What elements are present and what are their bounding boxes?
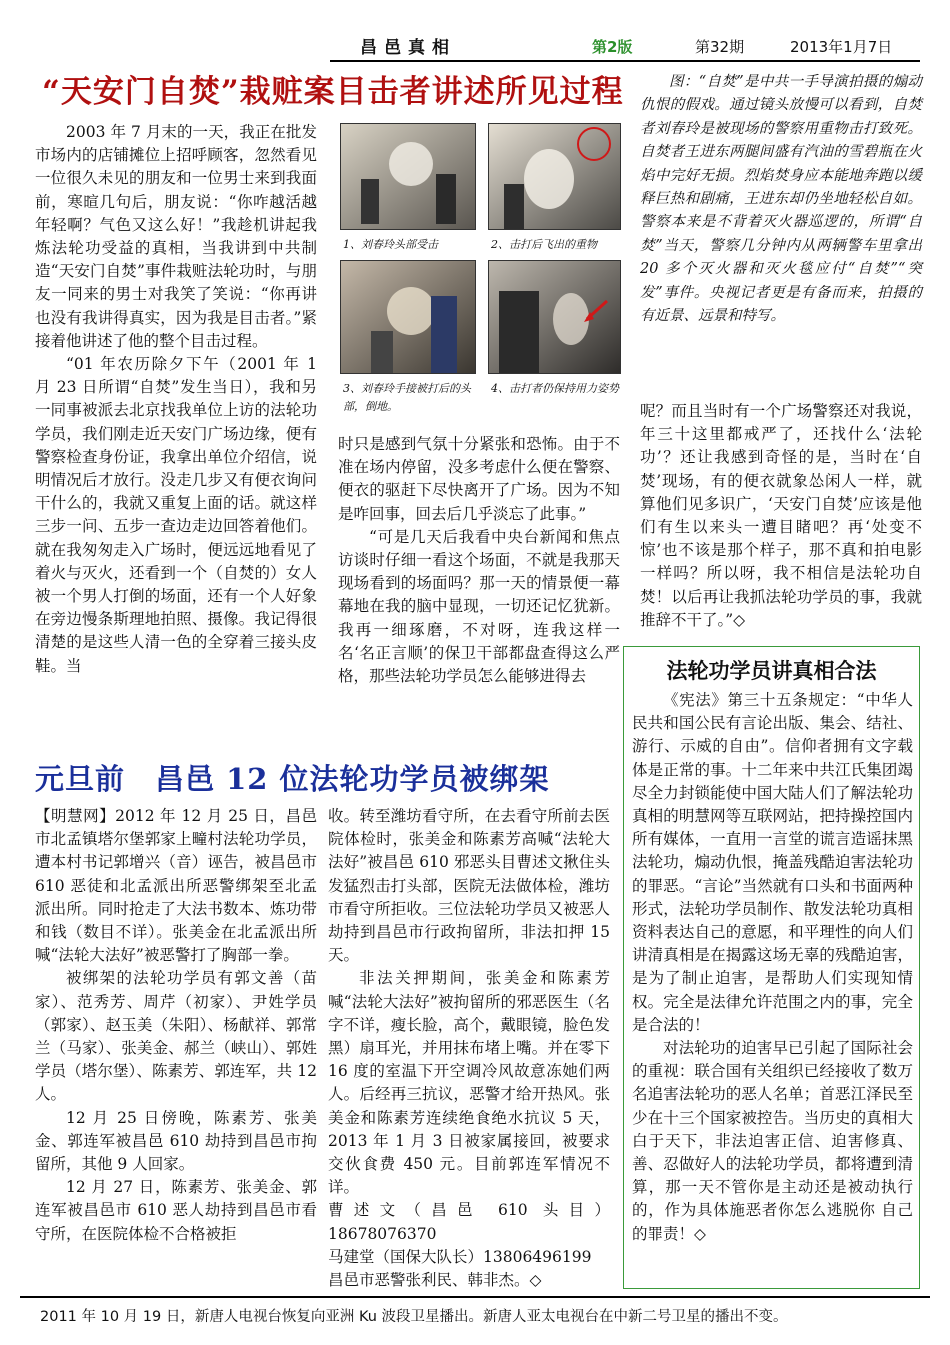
article2-paragraph: 非法关押期间，张美金和陈素芳喊“法轮大法好”被拘留所的邪恶医生（名字不详，瘦长脸，高个，戴眼镜，脸色发黑）扇耳光，并用抹布堵上嘴。并在零下 16 度的室温下开空调冷风故意冻她们两人。后经再三抗议，恶警才给开热风。张美金和陈素芳连续绝食绝水抗议 5 天，2013 年 1 月 3 日被家属接回，被要求交伙食费 450 元。目前郭连军情况不详。 (328, 969, 610, 1197)
article1-paragraph: “01 年农历除夕下午（2001 年 1 月 23 日所谓“自焚”发生当日），我和另一同事被派去北京找我单位上访的法轮功学员，我们刚走近天安门广场边缘，便有警察检查身份证，我拿出单位介绍信，说明情况后才放行。没走几步又有便衣询问干什么的，我就又重复上面的话。就这样三步一问、五步一查边走边回答着他们。就在我匆匆走入广场时，便远远地看见了着火与灭火，还看到一个（自焚的）女人被一个男人打倒的场面，还有一个人好象在旁边慢条斯理地拍照、摄像。我记得很清楚的是这些人清一色的全穿着三接头皮鞋。当 (35, 355, 317, 675)
photo-4 (488, 260, 621, 374)
photo-explanation (640, 71, 922, 328)
photo-2 (488, 123, 621, 230)
contact-line: 曹述文（昌邑 610 头目）18678076370 (328, 1201, 610, 1243)
sidebar-box (623, 646, 920, 1289)
article2-paragraph: 12 月 25 日傍晚，陈素芳、张美金、郭连军被昌邑 610 劫持到昌邑市拘留所，其他 9 人回家。 (35, 1108, 317, 1174)
article2-paragraph: 被绑架的法轮功学员有郭文善（苗家）、范秀芳、周芹（初家）、尹姓学员（郭家）、赵玉美（朱阳）、杨献祥、郭常兰（马家）、张美金、郝兰（峡山）、郭姓学员（塔尔堡）、陈素芳、郭连军，共 12 人。 (35, 969, 317, 1104)
contact-line: 马建堂（国保大队长）13806496199 (328, 1247, 592, 1266)
article1-column-3 (640, 400, 922, 645)
sidebar-paragraph: 《宪法》第三十五条规定：“中华人民共和国公民有言论出版、集会、结社、游行、示威的自由”。信仰者拥有文字载体是正常的事。十二年来中共江氏集团竭尽全力封锁能使中国大陆人们了解法轮功真相的明慧网等互联网站，把持操控国内所有媒体，一直用一言堂的谎言造谣抹黑法轮功，煽动仇恨，掩盖残酷迫害法轮功的罪恶。“言论”当然就有口头和书面两种形式，法轮功学员制作、散发法轮功真相资料表达自己的意愿，和平理性的向人们讲清真相是在揭露这场无辜的残酷迫害，是为了制止迫害，是帮助人们实现知情权。完全是法律允许范围之内的事，完全是合法的！ (632, 691, 913, 1034)
header-rule (330, 60, 920, 62)
sidebar-body (632, 689, 913, 1285)
footer-rule (20, 1296, 930, 1298)
article1-column-1 (35, 121, 317, 746)
issue-number: 第32期 (695, 38, 745, 56)
photo-caption-4: 4、击打者仍保持用力姿势 (491, 382, 619, 395)
article2-paragraph: 收。转至潍坊看守所，在去看守所前去医院体检时，张美金和陈素芳高喊“法轮大法好”被昌邑 610 邪恶头目曹述文揪住头发猛烈击打头部，医院无法做体检，潍坊市看守所拒收。三位法轮功学员又被恶人劫持到昌邑市行政拘留所，非法扣押 15 天。 (328, 807, 610, 965)
photo-caption-3: 3、刘春玲手接被打后的头部，倒地。 (343, 382, 471, 413)
photo-caption-1: 1、刘春玲头部受击 (343, 238, 438, 251)
article2-paragraph: 【明慧网】2012 年 12 月 25 日，昌邑市北孟镇塔尔堡郭家上疃村法轮功学员，遭本村书记郭增兴（音）诬告，被昌邑市 610 恶徒和北孟派出所恶警绑架至北孟派出所。同时抢走了大法书数本、炼功带和钱（数目不详）。张美金在北孟派出所喊“法轮大法好”被恶警打了胸部一拳。 (35, 807, 317, 965)
photo-3 (340, 260, 476, 374)
photo-caption-2: 2、击打后飞出的重物 (491, 238, 597, 251)
sidebar-title: 法轮功学员讲真相合法 (666, 658, 877, 683)
article1-headline: “天安门自焚”栽赃案目击者讲述所见过程 (42, 74, 624, 110)
article1-paragraph: 时只是感到气氛十分紧张和恐怖。由于不准在场内停留，没多考虑什么便在警察、便衣的驱赶下尽快离开了广场。因为不知是咋回事，回去后几乎淡忘了此事。” (338, 435, 620, 523)
article2-paragraph: 12 月 27 日，陈素芳、张美金、郭连军被昌邑市 610 恶人劫持到昌邑市看守所，在医院体检不合格被拒 (35, 1178, 317, 1243)
article1-column-2 (338, 433, 620, 745)
photo-1 (340, 123, 476, 230)
article1-paragraph: 2003 年 7 月末的一天，我正在批发市场内的店铺摊位上招呼顾客，忽然看见一位很久未见的朋友和一位男士来到我面前，寒暄几句后，朋友说：“你咋越活越年轻啊？气色又这么好！”我趁机讲起我炼法轮功受益的真相，当我讲到中共制造“天安门自焚”事件栽赃法轮功时，与朋友一同来的男士对我笑了笑说：“你再讲也没有我讲得真实，因为我是目击者。”紧接着他讲述了他的整个目击过程。 (35, 123, 317, 350)
article1-paragraph: “可是几天后我看中央台新闻和焦点访谈时仔细一看这个场面，不就是我那天现场看到的场面吗？那一天的情景便一幕幕地在我的脑中显现，一切还记忆犹新。我再一细琢磨，不对呀，连我这样一名‘名正言顺’的保卫干部都盘查得这么严格，那些法轮功学员怎么能够进得去 (338, 527, 620, 686)
article1-paragraph: 呢？而且当时有一个广场警察还对我说，年三十这里都戒严了，还找什么‘法轮功’？还让我感到奇怪的是，当时在‘自焚’现场，有的便衣就象怂闲人一样，就算他们见多识广，‘天安门自焚’应该是他们有生以来头一遭目睹吧？再‘处变不惊’也不该是那个样子，那不真和拍电影一样吗？所以呀，我不相信是法轮功自焚！以后再让我抓法轮功学员的事，我就推辞不干了。”◇ (640, 402, 922, 629)
edition-label: 第2版 (592, 38, 633, 56)
footer-notice: 2011 年 10 月 19 日，新唐人电视台恢复向亚洲 Ku 波段卫星播出。新唐人亚太电视台在中新二号卫星的播出不变。 (40, 1309, 788, 1325)
article2-headline: 元旦前 昌邑 12 位法轮功学员被绑架 (35, 762, 550, 796)
article2-column-2 (328, 805, 610, 1290)
issue-date: 2013年1月7日 (790, 38, 893, 56)
contact-line: 昌邑市恶警张利民、韩非杰。◇ (328, 1271, 542, 1290)
sidebar-paragraph: 对法轮功的迫害早已引起了国际社会的重视：联合国有关组织已经接收了数万名追害法轮功的恶人名单；首恶江泽民至少在十三个国家被控告。当历史的真相大白于天下，非法迫害正信、迫害修真、善、忍做好人的法轮功学员，都将遭到清算，那一天不管你是主动还是被动执行的，作为具体施恶者你怎么逃脱你 自己的罪责！◇ (632, 1039, 913, 1243)
masthead: 昌邑真相 (360, 38, 456, 58)
photo-explanation-text: 图：“自焚”是中共一手导演拍摄的煽动仇恨的假戏。通过镜头放慢可以看到，自焚者刘春玲是被现场的警察用重物击打致死。自焚者王进东两腿间盛有汽油的雪碧瓶在火焰中完好无损。烈焰焚身应本能地奔跑以缓释巨热和剧痛，王进东却仍坐地轻松自如。警察本来是不背着灭火器巡逻的，所谓“自焚”当天，警察几分钟内从两辆警车里拿出 20 多个灭火器和灭火毯应付“自焚”“突发”事件。央视记者更是有备而来，拍摄的有近景、远景和特写。 (640, 74, 922, 325)
article2-column-1 (35, 805, 317, 1290)
